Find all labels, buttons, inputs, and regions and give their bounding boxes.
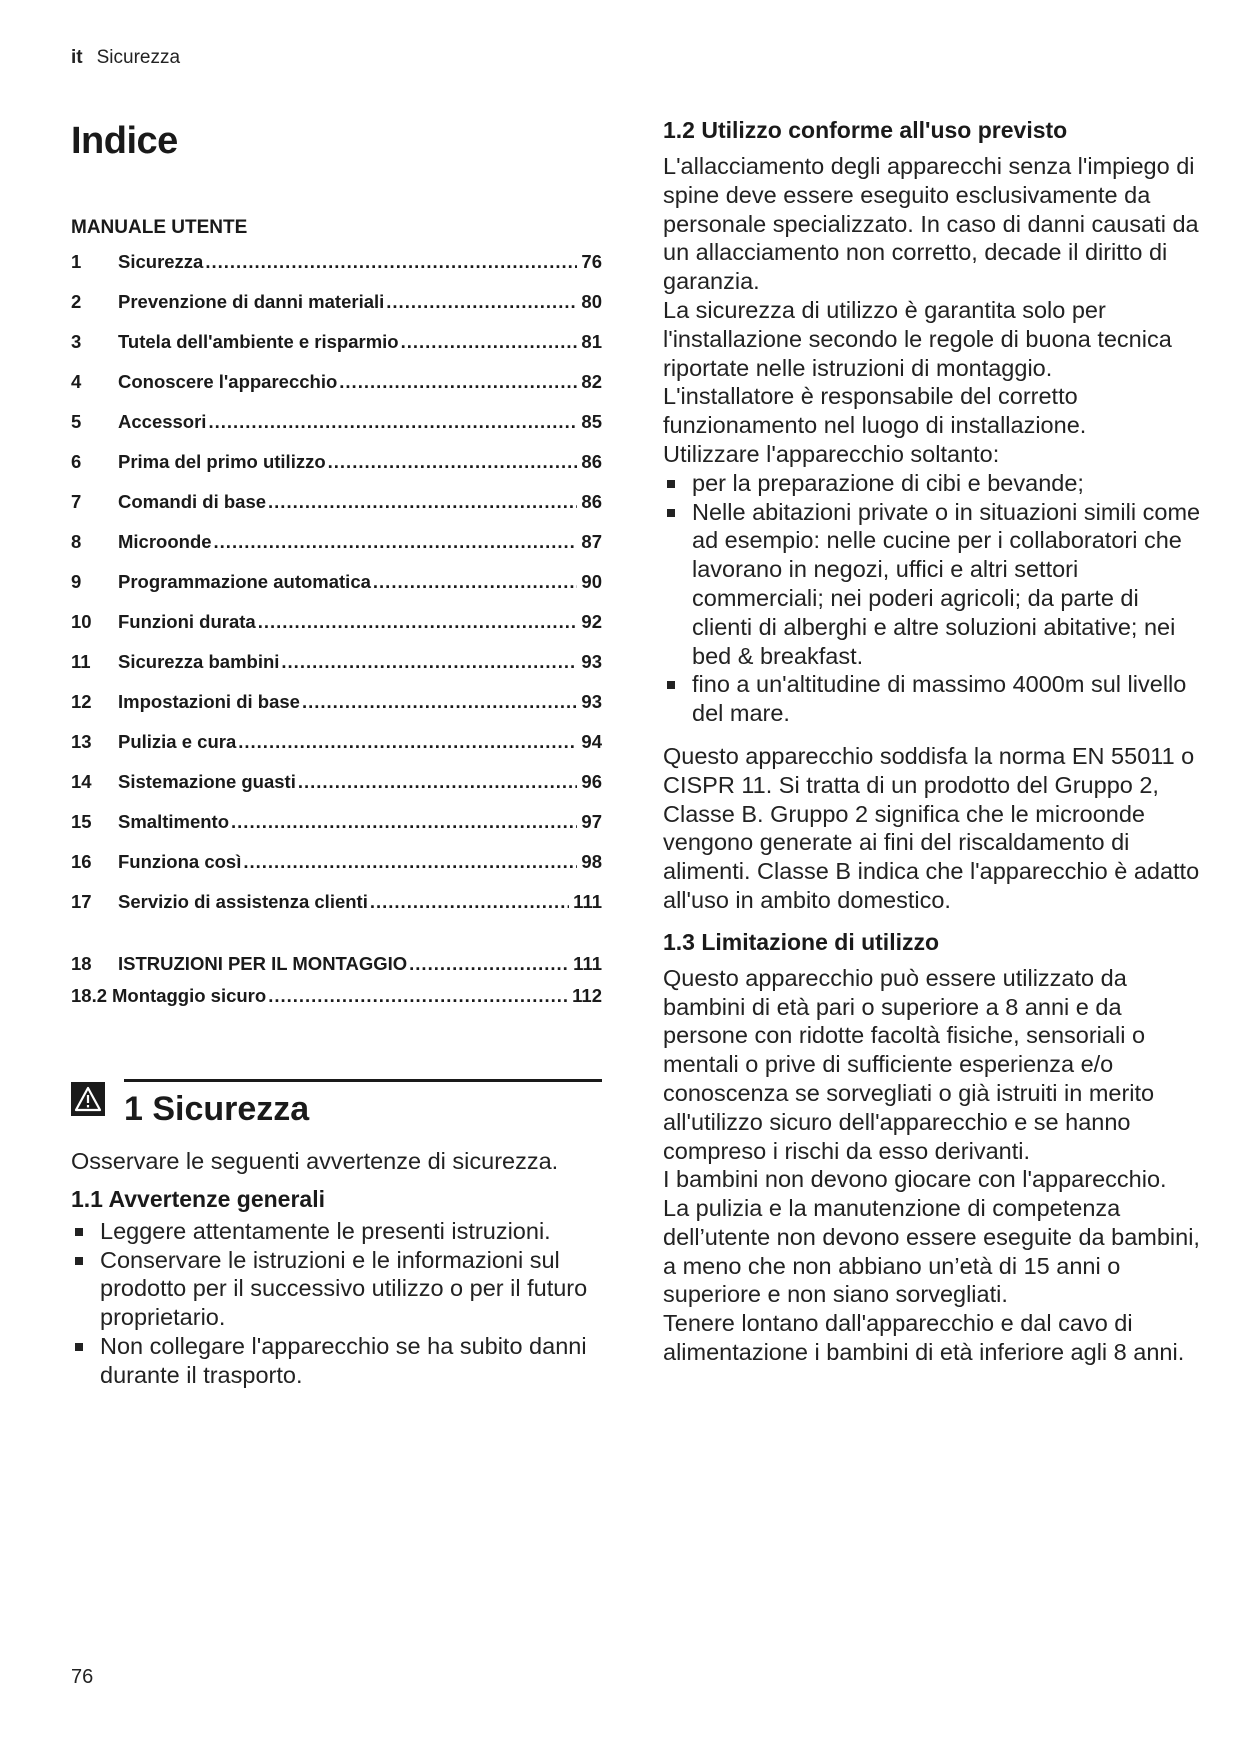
toc-page: 93 (581, 691, 602, 712)
toc-entry[interactable] (71, 531, 602, 571)
toc-page: 111 (573, 953, 602, 974)
section-title: 1 Sicurezza (124, 1090, 310, 1128)
header-section: Sicurezza (96, 47, 181, 68)
toc-title: Microonde (118, 531, 212, 552)
toc-leader (339, 371, 577, 393)
toc-entry[interactable] (71, 691, 602, 731)
toc-title: Accessori (118, 411, 207, 432)
toc-page: 98 (581, 851, 602, 872)
toc-leader (401, 331, 578, 353)
list-item: per la preparazione di cibi e bevande; (663, 469, 1203, 498)
toc-number: 1 (71, 251, 82, 272)
toc-title: Funziona così (118, 851, 242, 872)
toc-leader (373, 571, 578, 593)
toc-entry[interactable] (71, 251, 602, 291)
toc-entry[interactable] (71, 985, 602, 1017)
bullet-list (71, 1217, 602, 1390)
toc-page: 85 (581, 411, 602, 432)
toc-title: Smaltimento (118, 811, 230, 832)
toc-title: ISTRUZIONI PER IL MONTAGGIO (118, 953, 408, 974)
paragraph: La sicurezza di utilizzo è garantita solo per l'installazione secondo le regole di buona tecnica riportate nelle istruzioni di montaggio. (663, 296, 1172, 381)
toc-page: 111 (573, 891, 602, 912)
toc-title: Sistemazione guasti (118, 771, 296, 792)
toc-number: 18 (71, 953, 92, 974)
list-item: Conservare le istruzioni e le informazioni sul prodotto per il successivo utilizzo o per il futuro proprietario. (71, 1246, 602, 1332)
toc-number: 8 (71, 531, 82, 552)
toc-title: Prevenzione di danni materiali (118, 291, 385, 312)
toc-number: 6 (71, 451, 82, 472)
toc-title: Sicurezza bambini (118, 651, 280, 672)
toc-page: 76 (581, 251, 602, 272)
subsection-heading: 1.3 Limitazione di utilizzo (663, 928, 940, 955)
toc-leader (298, 771, 578, 793)
page-number: 76 (71, 1666, 94, 1688)
subsection-heading: 1.2 Utilizzo conforme all'uso previsto (663, 117, 1068, 143)
right-column (663, 117, 1203, 1367)
toc-entry[interactable] (71, 851, 602, 891)
page-header (71, 47, 180, 69)
paragraph: L'installatore è responsabile del corretto funzionamento nel luogo di installazione. (663, 383, 1087, 439)
paragraph: Utilizzare l'apparecchio soltanto: (663, 440, 1000, 467)
toc-title: Programmazione automatica (118, 571, 371, 592)
toc-number: 15 (71, 811, 92, 832)
toc-page: 90 (581, 571, 602, 592)
bullet-list (663, 469, 1203, 728)
paragraph: I bambini non devono giocare con l'apparecchio. (663, 1166, 1167, 1193)
toc-number: 16 (71, 851, 92, 872)
toc-number: 7 (71, 491, 82, 512)
toc-page: 86 (581, 491, 602, 512)
toc-entry[interactable] (71, 571, 602, 611)
language-code: it (71, 47, 83, 68)
toc-title: Comandi di base (118, 491, 267, 512)
toc-page: 87 (581, 531, 602, 552)
toc-entry[interactable] (71, 491, 602, 531)
toc-leader (205, 251, 577, 273)
toc-page: 94 (581, 731, 602, 752)
toc-title: Montaggio sicuro (112, 985, 267, 1006)
toc-leader (281, 651, 577, 673)
toc-page: 82 (581, 371, 602, 392)
toc-leader (409, 953, 569, 975)
toc-leader (243, 851, 577, 873)
toc-title: Servizio di assistenza clienti (118, 891, 368, 912)
toc-entry[interactable] (71, 651, 602, 691)
toc-title: Funzioni durata (118, 611, 256, 632)
toc-page: 81 (581, 331, 602, 352)
toc-leader (208, 411, 577, 433)
toc-entry[interactable] (71, 371, 602, 411)
toc-number: 14 (71, 771, 92, 792)
toc-leader (214, 531, 578, 553)
toc-number: 18.2 (71, 985, 108, 1006)
toc-title: Pulizia e cura (118, 731, 237, 752)
toc-entry[interactable] (71, 891, 602, 931)
toc-leader (268, 491, 577, 513)
toc-entry[interactable] (71, 953, 602, 985)
toc-number: 17 (71, 891, 92, 912)
toc-leader (386, 291, 577, 313)
toc-leader (328, 451, 578, 473)
toc-number: 5 (71, 411, 82, 432)
toc-page: 96 (581, 771, 602, 792)
toc-page: 80 (581, 291, 602, 312)
toc-number: 13 (71, 731, 92, 752)
table-of-contents (71, 251, 602, 1017)
section-intro: Osservare le seguenti avvertenze di sicurezza. (71, 1148, 559, 1174)
toc-entry[interactable] (71, 331, 602, 371)
toc-title: Prima del primo utilizzo (118, 451, 326, 472)
toc-title: Sicurezza (118, 251, 204, 272)
toc-entry[interactable] (71, 611, 602, 651)
toc-number: 10 (71, 611, 92, 632)
toc-leader (258, 611, 578, 633)
toc-number: 3 (71, 331, 82, 352)
list-item: fino a un'altitudine di massimo 4000m sul livello del mare. (663, 670, 1203, 728)
toc-leader (238, 731, 577, 753)
toc-title: Conoscere l'apparecchio (118, 371, 338, 392)
toc-entry[interactable] (71, 811, 602, 851)
paragraph: Tenere lontano dall'apparecchio e dal cavo di alimentazione i bambini di età inferiore agli 8 anni. (663, 1310, 1185, 1366)
subsection-heading: 1.1 Avvertenze generali (71, 1185, 325, 1212)
toc-entry[interactable] (71, 731, 602, 771)
toc-entry[interactable] (71, 771, 602, 811)
toc-leader (370, 891, 569, 913)
left-column (71, 110, 602, 1390)
paragraph: La pulizia e la manutenzione di competenza dell’utente non devono essere eseguite da bambini, a meno che non abbiano un’età di 15 anni o superiore e non siano sorvegliati. (663, 1195, 1200, 1308)
toc-leader (231, 811, 577, 833)
toc-number: 2 (71, 291, 82, 312)
toc-leader (302, 691, 577, 713)
warning-triangle-icon (71, 1082, 105, 1116)
paragraph: Questo apparecchio può essere utilizzato da bambini di età pari o superiore a 8 anni e da persone con ridotte facoltà fisiche, sensoriali o mentali o prive di sufficiente esperienza e/o conoscenza se sorvegliati o già istruiti in merito all'utilizzo sicuro dell'apparecchio e se hanno compreso i rischi da esso derivanti. (663, 964, 1155, 1164)
toc-number: 12 (71, 691, 92, 712)
paragraph: Questo apparecchio soddisfa la norma EN 55011 o CISPR 11. Si tratta di un prodotto del Gruppo 2, Classe B. Gruppo 2 significa che le microonde vengono generate ai fini del riscaldamento di alimenti. Classe B indica che l'apparecchio è adatto all'uso in ambito domestico. (663, 742, 1200, 913)
toc-number: 9 (71, 571, 82, 592)
index-title: Indice (71, 120, 178, 162)
list-item: Nelle abitazioni private o in situazioni simili come ad esempio: nelle cucine per i collaboratori che lavorano in negozi, uffici e altri settori commerciali; nei poderi agricoli; da parte di clienti di alberghi e altre soluzioni abitative; nei bed & breakfast. (663, 498, 1203, 671)
toc-entry[interactable] (71, 451, 602, 491)
toc-number: 11 (71, 651, 91, 672)
toc-leader (268, 985, 568, 1007)
section-1-heading (124, 1079, 602, 1129)
toc-page: 93 (581, 651, 602, 672)
toc-title: Tutela dell'ambiente e risparmio (118, 331, 399, 352)
toc-number: 4 (71, 371, 82, 392)
toc-title: Impostazioni di base (118, 691, 300, 712)
toc-page: 97 (581, 811, 602, 832)
paragraph: L'allacciamento degli apparecchi senza l'impiego di spine deve essere eseguito esclusivamente da personale specializzato. In caso di danni causati da un allacciamento non corretto, decade il diritto di garanzia. (663, 153, 1199, 295)
manual-title: MANUALE UTENTE (71, 217, 248, 238)
toc-page: 92 (581, 611, 602, 632)
list-item: Non collegare l'apparecchio se ha subito danni durante il trasporto. (71, 1332, 602, 1390)
toc-entry[interactable] (71, 291, 602, 331)
toc-page: 112 (572, 985, 602, 1006)
toc-page: 86 (581, 451, 602, 472)
list-item: Leggere attentamente le presenti istruzioni. (71, 1217, 602, 1246)
toc-entry[interactable] (71, 411, 602, 451)
